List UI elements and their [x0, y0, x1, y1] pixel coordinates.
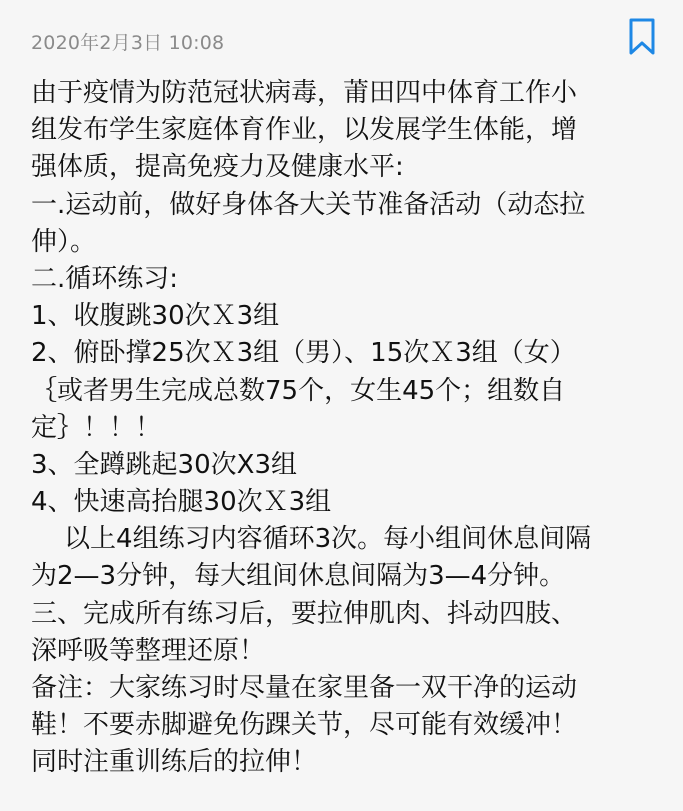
note-line: 强体质，提高免疫力及健康水平:	[31, 152, 404, 183]
note-line: 鞋！不要赤脚避免伤踝关节，尽可能有效缓冲！	[31, 710, 578, 741]
note-line: 同时注重训练后的拉伸！	[31, 747, 318, 778]
note-line: 一.运动前，做好身体各大关节准备活动（动态拉	[31, 189, 586, 220]
note-line: 定｝！！！	[31, 412, 162, 443]
note-line: 二.循环练习:	[31, 263, 179, 294]
note-line: 1、收腹跳30次Ｘ3组	[31, 301, 280, 332]
note-timestamp: 2020年2月3日 10:08	[31, 32, 225, 54]
note-body[interactable]	[31, 75, 661, 782]
note-line: 4、快速高抬腿30次Ｘ3组	[31, 487, 332, 518]
note-header	[0, 0, 683, 70]
note-line: ｛或者男生完成总数75个，女生45个；组数自	[31, 375, 566, 406]
note-line: 伸）。	[31, 226, 97, 257]
note-line: 3、全蹲跳起30次X3组	[31, 449, 297, 480]
bookmark-button[interactable]	[627, 17, 657, 57]
note-line: 组发布学生家庭体育作业，以发展学生体能，增	[31, 115, 578, 146]
note-line: 三、完成所有练习后，要拉伸肌肉、抖动四肢、	[31, 598, 578, 629]
note-line: 深呼吸等整理还原！	[31, 635, 266, 666]
note-line: 为2—3分钟，每大组间休息间隔为3—4分钟。	[31, 561, 566, 592]
note-line: 2、俯卧撑25次Ｘ3组（男）、15次Ｘ3组（女）	[31, 338, 576, 369]
bookmark-icon	[627, 17, 657, 57]
note-line: 备注：大家练习时尽量在家里备一双干净的运动	[31, 673, 578, 703]
note-line: 由于疫情为防范冠状病毒，莆田四中体育工作小	[31, 78, 578, 108]
note-line: 以上4组练习内容循环3次。每小组间休息间隔	[31, 524, 592, 555]
